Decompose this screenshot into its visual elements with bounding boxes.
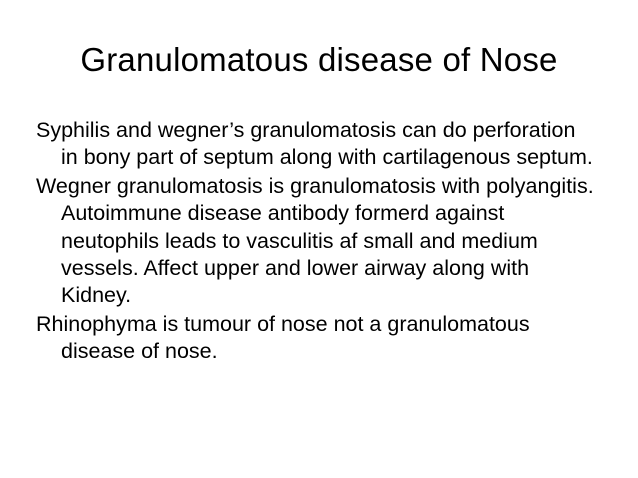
slide-title: Granulomatous disease of Nose bbox=[80, 41, 558, 78]
paragraph-rhinophyma: Rhinophyma is tumour of nose not a granulomatous disease of nose. bbox=[36, 311, 530, 364]
paragraph-wegner-granulomatosis: Wegner granulomatosis is granulomatosis with polyangitis. Autoimmune disease antibody formerd against neutophils leads to vasculitis af small and medium vessels. Affect upper and lower airway along with Kidney. bbox=[36, 173, 594, 308]
paragraph-syphilis-wegner: Syphilis and wegner’s granulomatosis can do perforation in bony part of septum along with cartilagenous septum. bbox=[36, 118, 593, 170]
slide-body bbox=[36, 117, 596, 367]
